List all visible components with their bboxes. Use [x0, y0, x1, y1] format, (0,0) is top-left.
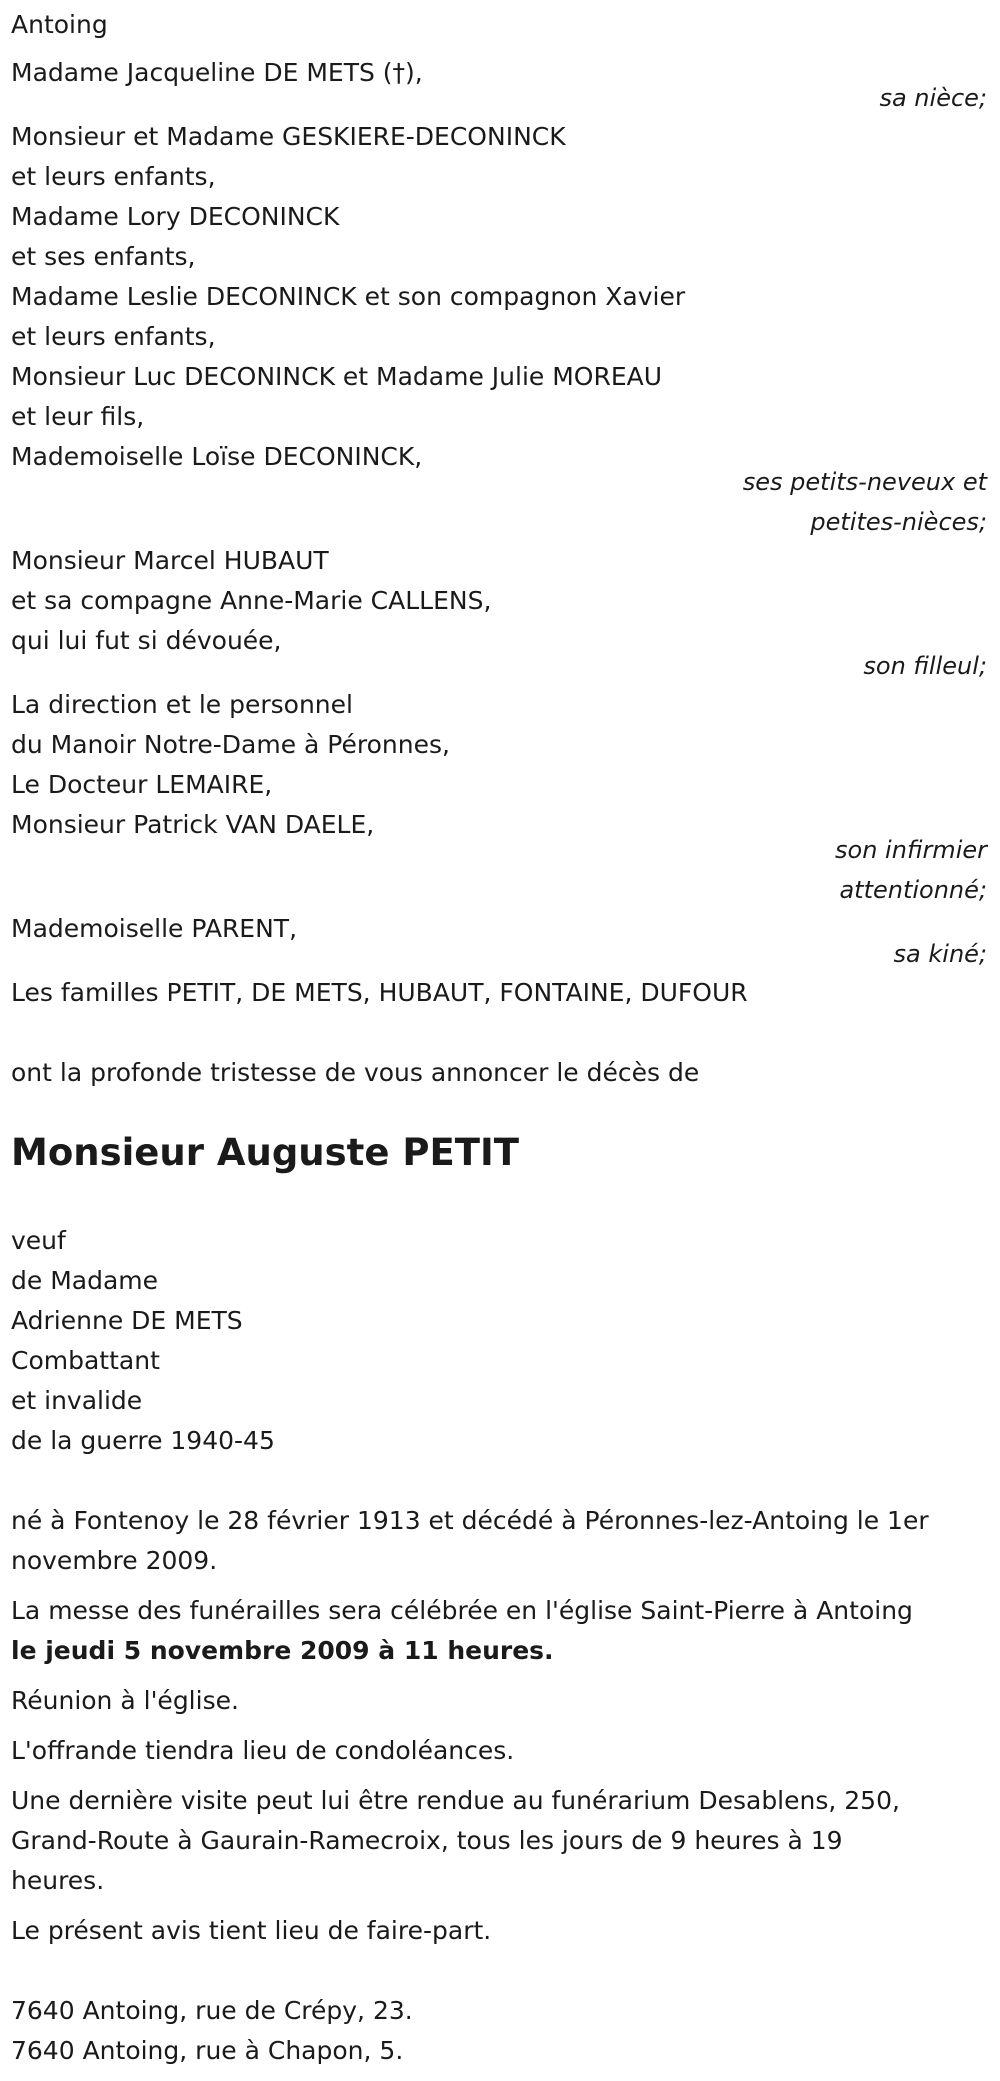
- deceased-detail: veuf: [11, 1226, 66, 1255]
- godson-role: son filleul;: [863, 652, 987, 680]
- greatnephew-line: Monsieur Luc DECONINCK et Madame Julie MOREAU: [11, 362, 663, 391]
- address-line: 7640 Antoing, rue de Crépy, 23.: [11, 1996, 413, 2025]
- greatnephew-line: Madame Leslie DECONINCK et son compagnon Xavier: [11, 282, 686, 311]
- mass-date: le jeudi 5 novembre 2009 à 11 heures.: [11, 1636, 554, 1665]
- godson-line: qui lui fut si dévouée,: [11, 626, 282, 655]
- greatnephew-line: et ses enfants,: [11, 242, 196, 271]
- meeting-line: Réunion à l'église.: [11, 1686, 239, 1715]
- nurse-role: son infirmier: [835, 836, 987, 864]
- families-line: Les familles PETIT, DE METS, HUBAUT, FONTAINE, DUFOUR: [11, 978, 748, 1007]
- mass-line: La messe des funérailles sera célébrée en l'église Saint-Pierre à Antoing: [11, 1596, 913, 1625]
- deceased-detail: et invalide: [11, 1386, 143, 1415]
- greatnephew-line: et leurs enfants,: [11, 162, 216, 191]
- greatnephew-line: Mademoiselle Loïse DECONINCK,: [11, 442, 423, 471]
- godson-line: et sa compagne Anne-Marie CALLENS,: [11, 586, 492, 615]
- visit-line: heures.: [11, 1866, 105, 1895]
- carers-line: Monsieur Patrick VAN DAELE,: [11, 810, 375, 839]
- physio-role: sa kiné;: [893, 940, 987, 968]
- physio-name: Mademoiselle PARENT,: [11, 914, 298, 943]
- visit-line: Une dernière visite peut lui être rendue au funérarium Desablens, 250,: [11, 1786, 900, 1815]
- announcement: ont la profonde tristesse de vous annoncer le décès de: [11, 1058, 700, 1087]
- carers-line: Le Docteur LEMAIRE,: [11, 770, 273, 799]
- birth-death-line: novembre 2009.: [11, 1546, 218, 1575]
- visit-line: Grand-Route à Gaurain-Ramecroix, tous les jours de 9 heures à 19: [11, 1826, 843, 1855]
- greatnephew-line: Monsieur et Madame GESKIERE-DECONINCK: [11, 122, 566, 151]
- nurse-role: attentionné;: [839, 876, 987, 904]
- birth-death-line: né à Fontenoy le 28 février 1913 et décédé à Péronnes-lez-Antoing le 1er: [11, 1506, 929, 1535]
- offering-line: L'offrande tiendra lieu de condoléances.: [11, 1736, 515, 1765]
- deceased-name: Monsieur Auguste PETIT: [11, 1131, 519, 1174]
- niece-role: sa nièce;: [879, 84, 987, 112]
- deceased-detail: Combattant: [11, 1346, 160, 1375]
- deceased-detail: de Madame: [11, 1266, 159, 1295]
- greatnephews-role: ses petits-neveux et: [742, 468, 987, 496]
- carers-line: La direction et le personnel: [11, 690, 353, 719]
- address-line: 7640 Antoing, rue à Chapon, 5.: [11, 2036, 404, 2065]
- greatnephew-line: et leurs enfants,: [11, 322, 216, 351]
- godson-line: Monsieur Marcel HUBAUT: [11, 546, 329, 575]
- greatnephew-line: Madame Lory DECONINCK: [11, 202, 340, 231]
- greatnephews-role: petites-nièces;: [810, 508, 987, 536]
- deceased-detail: de la guerre 1940-45: [11, 1426, 275, 1455]
- deceased-detail: Adrienne DE METS: [11, 1306, 243, 1335]
- city-header: Antoing: [11, 10, 108, 39]
- greatnephew-line: et leur fils,: [11, 402, 145, 431]
- carers-line: du Manoir Notre-Dame à Péronnes,: [11, 730, 450, 759]
- faire-part-line: Le présent avis tient lieu de faire-part.: [11, 1916, 492, 1945]
- niece-name: Madame Jacqueline DE METS (†),: [11, 58, 423, 87]
